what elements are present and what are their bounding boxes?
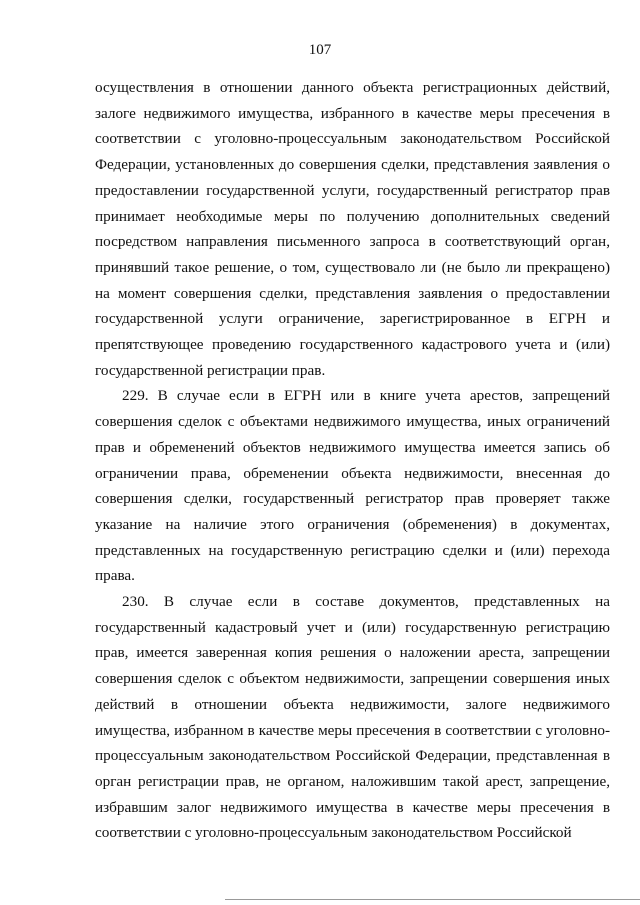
document-body — [95, 75, 610, 846]
page-number: 107 — [308, 42, 332, 58]
paragraph-continuation: осуществления в отношении данного объекта регистрационных действий, залоге недвижимого имущества, избранного в качестве меры пресечения в соответствии с уголовно-процессуальным законодательством Российской Федерации, установленных до совершения сделки, представления заявления о предоставлении государственной услуги, государственный регистратор прав принимает необходимые меры по получению дополнительных сведений посредством направления письменного запроса в соответствующий орган, принявший такое решение, о том, существовало ли (не было ли прекращено) на момент совершения сделки, представления заявления о предоставлении государственной услуги ограничение, зарегистрированное в ЕГРН и препятствующее проведению государственного кадастрового учета и (или) государственной регистрации прав. — [95, 79, 610, 379]
paragraph-229: 229. В случае если в ЕГРН или в книге учета арестов, запрещений совершения сделок с объектами недвижимого имущества, иных ограничений прав и обременений объектов недвижимого имущества имеется запись об ограничении права, обременении объекта недвижимости, внесенная до совершения сделки, государственный регистратор прав проверяет также указание на наличие этого ограничения (обременения) в документах, представленных на государственную регистрацию сделки и (или) перехода права. — [95, 387, 610, 585]
paragraph-230: 230. В случае если в составе документов, представленных на государственный кадастровый учет и (или) государственную регистрацию прав, имеется заверенная копия решения о наложении ареста, запрещении совершения сделок с объектом недвижимости, запрещении совершения иных действий в отношении объекта недвижимости, залоге недвижимого имущества, избранном в качестве меры пресечения в соответствии с уголовно-процессуальным законодательством Российской Федерации, представленная в орган регистрации прав, не органом, наложившим такой арест, запрещение, избравшим залог недвижимого имущества в качестве меры пресечения в соответствии с уголовно-процессуальным законодательством Российской — [95, 593, 610, 842]
scan-edge-line — [225, 899, 640, 900]
